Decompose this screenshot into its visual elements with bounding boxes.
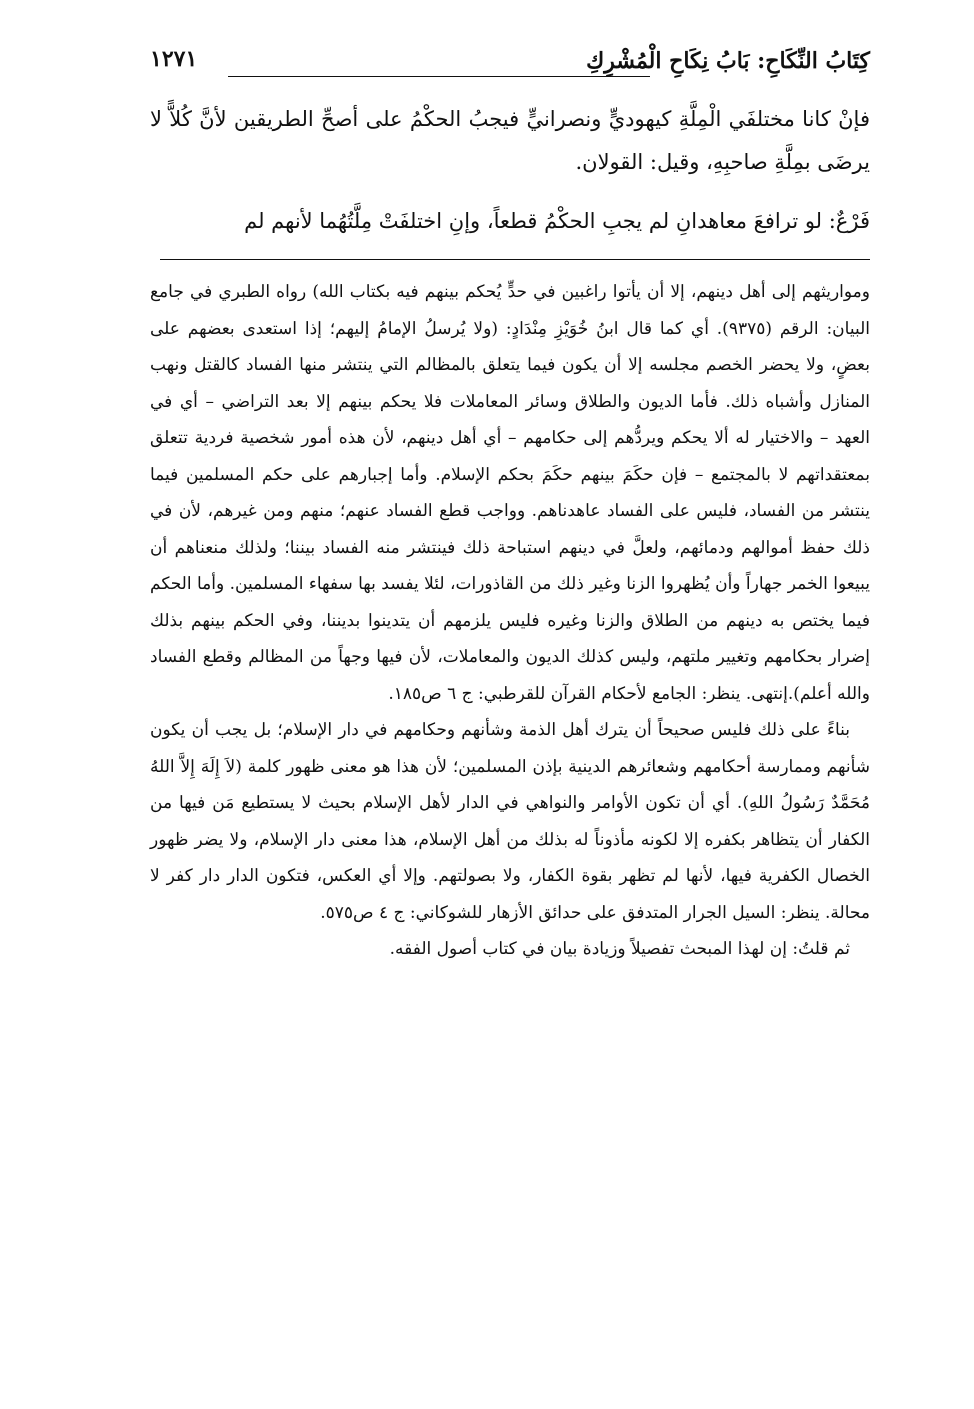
footnote-paragraph: ومواريثهم إلى أهل دينهم، إلا أن يأتوا راغبين في حدٍّ يُحكم بينهم فيه بكتاب الله) رواه الطبري في جامع البيان: الرقم (٩٣٧٥). أي كما قال ابنُ خُوَيْزِ مِنْدَادٍ: (ولا يُرسلُ الإمامُ إليهم؛ إذا استعدى بعضهم على بعضٍ، ولا يحضر الخصم مجلسه إلا أن يكون فيما يتعلق بالمظالم التي ينتشر منها الفساد كالقتل ونهب المنازل وأشباه ذلك. فأما الديون والطلاق وسائر المعاملات فلا يحكم بينهم إلا بعد التراضي – أي في العهد – والاختيار له ألا يحكم ويردُّهم إلى حكامهم – أي أهل دينهم، لأن هذه أمور شخصية فردية تتعلق بمعتقداتهم لا بالمجتمع – فإن حكَمَ بينهم حكَمَ بحكم الإسلام. وأما إجبارهم على حكم المسلمين فيما ينتشر من الفساد، فليس على الفساد عاهدناهم. وواجب قطع الفساد عنهم؛ منهم ومن غيرهم، لأن في ذلك حفظ أموالهم ودمائهم، ولعلَّ في دينهم استباحة ذلك فينتشر منه الفساد بيننا؛ ولذلك منعناهم أن يبيعوا الخمر جهاراً وأن يُظهروا الزنا وغير ذلك من القاذورات، لئلا يفسد بها سفهاء المسلمين. وأما الحكم فيما يختص به دينهم من الطلاق والزنا وغيره فليس يلزمهم أن يتدينوا بديننا، وفي الحكم بينهم بذلك إضرار بحكامهم وتغيير ملتهم، وليس كذلك الديون والمعاملات، لأن فيها وجهاً من المظالم وقطع الفساد والله أعلم).إنتهى. ينظر: الجامع لأحكام القرآن للقرطبي: ج ٦ ص١٨٥. [150, 282, 871, 704]
footnote-paragraph: بناءً على ذلك فليس صحيحاً أن يترك أهل الذمة وشأنهم وحكامهم في دار الإسلام؛ بل يجب أن يكون شأنهم وممارسة أحكامهم وشعائرهم الدينية بإذن المسلمين؛ لأن هذا هو معنى ظهور كلمة (لاَ إِلَهَ إِلاَّ اللهُ مُحَمَّدٌ رَسُولُ اللهِ). أي أن تكون الأوامر والنواهي في الدار لأهل الإسلام بحيث لا يستطيع مَن فيها من الكفار أن يتظاهر بكفره إلا لكونه مأذوناً له بذلك من أهل الإسلام، هذا معنى دار الإسلام، ولا يضر ظهور الخصال الكفرية فيها، لأنها لم تظهر بقوة الكفار، ولا بصولتهم. وإلا أي العكس، فتكون الدار دار كفر لا محالة. ينظر: السيل الجرار المتدفق على حدائق الأزهار للشوكاني: ج ٤ ص٥٧٥. [150, 720, 870, 923]
footnote-separator [160, 259, 870, 260]
header-rule [228, 76, 650, 77]
main-paragraph: فإنْ كانا مختلفَي الْمِلَّةِ كيهوديٍّ ونصرانيٍّ فيجبُ الحكْمُ على أصحِّ الطريقين لأنَّ كُلاًّ لا يرضَى بمِلَّةِ صاحبِهِ، وقيل: القولان. [150, 107, 870, 174]
page-number: ١٢٧١ [150, 46, 198, 72]
running-title: كِتَابُ النِّكَاحِ: بَابُ نِكَاحِ الْمُشْرِكِ [586, 48, 870, 74]
book-page [150, 40, 870, 1380]
main-text [150, 98, 870, 243]
running-header [150, 40, 870, 84]
footnote-paragraph: ثم قلتُ: إن لهذا المبحث تفصيلاً وزيادة بيان في كتاب أصول الفقه. [389, 939, 850, 959]
main-paragraph-far: فَرْعٌ: لو ترافعَ معاهدانِ لم يجبِ الحكْمُ قطعاً، وإنِ اختلفَتْ مِلَّتُهُما لأنهم لم [244, 209, 870, 233]
footnotes [150, 274, 870, 968]
